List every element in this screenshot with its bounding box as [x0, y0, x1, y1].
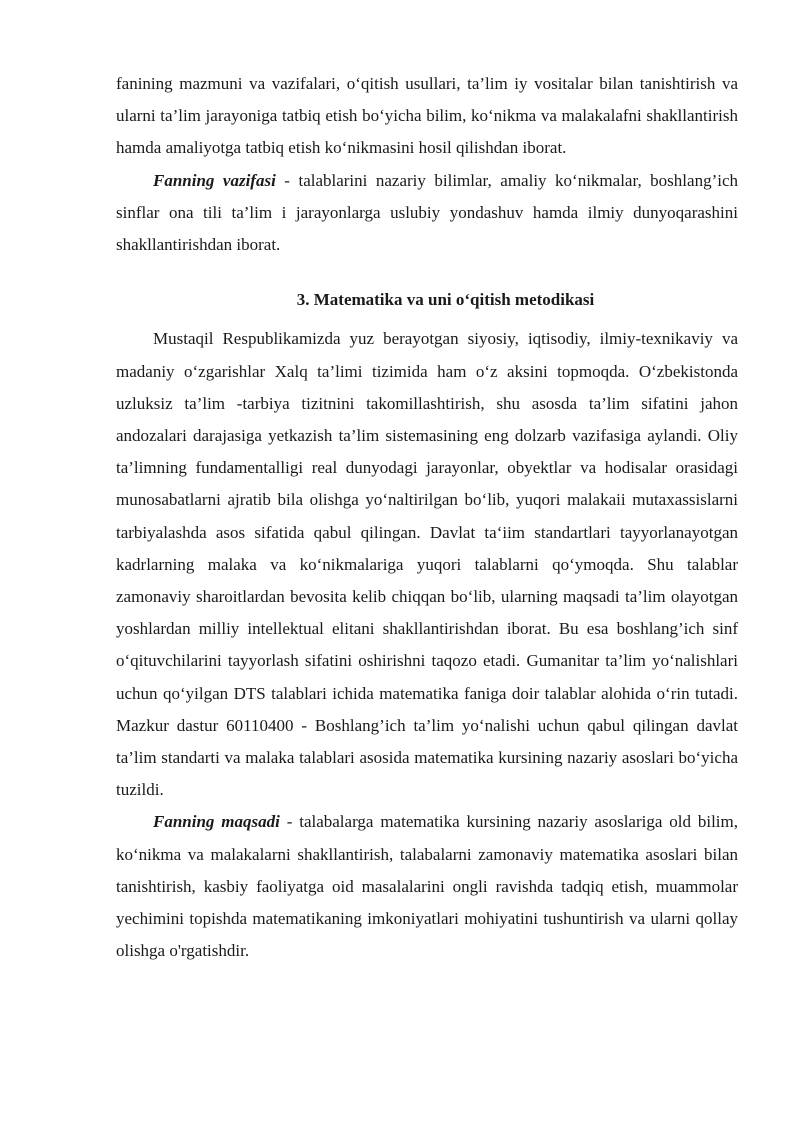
- paragraph-text: - talabalarga matematika kursining nazariy asoslariga old bilim, ko‘nikma va malakalarni shakllantirish, talabalarni zamonaviy matematika asoslari bilan tanishtirish, kasbiy faoliyatga oid masalalarini ongli ravishda tadqiq etish, muammolar yechimini topishda matematikaning imkoniyatlari mohiyatini tushuntirish va ularni qollay olishga o'rgatishdir.: [116, 812, 738, 961]
- paragraph-fan-vazifasi: [116, 165, 738, 262]
- paragraph-continuation: fanining mazmuni va vazifalari, o‘qitish usullari, ta’lim iy vositalar bilan tanishtirish va ularni ta’lim jarayoniga tatbiq etish bo‘yicha bilim, ko‘nikma va malakalafni shakllantirish hamda amaliyotga tatbiq etish ko‘nikmasini hosil qilishdan iborat.: [116, 74, 738, 158]
- paragraph-text: - talablarini nazariy bilimlar, amaliy ko‘nikmalar, boshlang’ich sinflar ona tili ta’lim i jarayonlarga uslubiy yondashuv hamda ilmiy dunyoqarashini shakllantirishdan iborat.: [116, 170, 738, 255]
- section-heading: 3. Matematika va uni o‘qitish metodikasi: [296, 290, 595, 310]
- paragraph-fan-maqsadi: [116, 806, 738, 967]
- term-fanning-vazifasi: Fanning vazifasi: [153, 170, 276, 190]
- paragraph-intro: Mustaqil Respublikamizda yuz berayotgan siyosiy, iqtisodiy, ilmiy-texnikaviy va madaniy o‘zgarishlar Xalq ta’limi tizimida ham o‘z aksini topmoqda. O‘zbekistonda uzluksiz ta’lim -tarbiya tizitnini takomillashtirish, shu asosda ta’lim sifatini jahon andozalari darajasiga yetkazish ta’lim sistemasining eng dolzarb vazifasiga aylandi. Oliy ta’limning fundamentalligi real dunyodagi jarayonlar, obyektlar va hodisalar orasidagi munosabatlarni ajratib bila olishga yo‘naltirilgan bo‘lib, yuqori malakaii mutaxassislarni tarbiyalashda asos sifatida qabul qilingan. Davlat ta‘iim standartlari tayyorlanayotgan kadrlarning malaka va ko‘nikmalariga yuqori talablarni qo‘ymoqda. Shu talablar zamonaviy sharoitlardan bevosita kelib chiqqan bo‘lib, ularning maqsadi ta’lim olayotgan yoshlardan milliy intellektual elitani shakllantirishdan iborat. Bu esa boshlang’ich sinf o‘qituvchilarini tayyorlash sifatini oshirishni taqozo etadi. Gumanitar ta’lim yo‘nalishlari uchun qo‘yilgan DTS talablari ichida matematika faniga doir talablar alohida o‘rin tutadi. Mazkur dastur 60110400 - Boshlang’ich ta’lim yo‘nalishi uchun qabul qilingan davlat ta’lim standarti va malaka talablari asosida matematika kursining nazariy asoslari bo‘yicha tuzildi.: [116, 329, 738, 800]
- term-fanning-maqsadi: Fanning maqsadi: [153, 812, 280, 832]
- document-page: [116, 68, 738, 967]
